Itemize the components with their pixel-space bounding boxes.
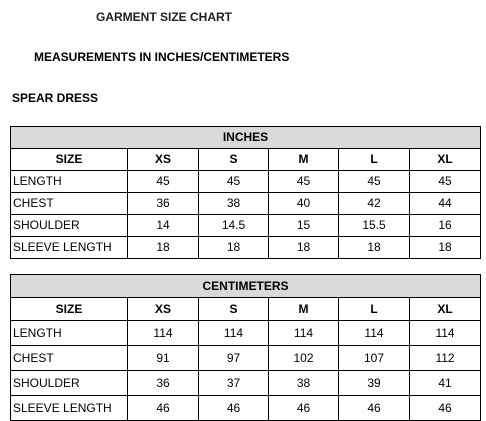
table-cell: 15 bbox=[269, 215, 339, 237]
table-cell: 46 bbox=[339, 396, 410, 421]
row-label: SHOULDER bbox=[11, 215, 128, 237]
row-label: LENGTH bbox=[11, 171, 128, 193]
table-row bbox=[11, 237, 481, 259]
column-header-l: L bbox=[339, 149, 410, 171]
table-cell: 45 bbox=[128, 171, 199, 193]
table-cell: 91 bbox=[128, 346, 199, 371]
table-cell: 45 bbox=[410, 171, 481, 193]
column-header-size: SIZE bbox=[11, 149, 128, 171]
chart-title: GARMENT SIZE CHART bbox=[96, 10, 232, 24]
table-cell: 45 bbox=[339, 171, 410, 193]
table-row bbox=[11, 396, 481, 421]
column-header-s: S bbox=[199, 298, 269, 321]
row-label: SLEEVE LENGTH bbox=[11, 396, 128, 421]
table-cell: 18 bbox=[269, 237, 339, 259]
table-cell: 114 bbox=[199, 321, 269, 346]
table-cell: 112 bbox=[410, 346, 481, 371]
product-name: SPEAR DRESS bbox=[12, 91, 99, 105]
table-cell: 40 bbox=[269, 193, 339, 215]
table-cell: 114 bbox=[339, 321, 410, 346]
centimeters-size-table bbox=[10, 274, 481, 421]
table-cell: 114 bbox=[269, 321, 339, 346]
table-row bbox=[11, 193, 481, 215]
table-cell: 18 bbox=[199, 237, 269, 259]
table-cell: 42 bbox=[339, 193, 410, 215]
column-header-xl: XL bbox=[410, 149, 481, 171]
table-cell: 36 bbox=[128, 371, 199, 396]
table-cell: 14 bbox=[128, 215, 199, 237]
column-header-xs: XS bbox=[128, 298, 199, 321]
row-label: CHEST bbox=[11, 346, 128, 371]
column-header-s: S bbox=[199, 149, 269, 171]
column-header-l: L bbox=[339, 298, 410, 321]
column-header-xs: XS bbox=[128, 149, 199, 171]
table-cell: 36 bbox=[128, 193, 199, 215]
column-header-m: M bbox=[269, 298, 339, 321]
table-unit-header: CENTIMETERS bbox=[11, 275, 481, 298]
table-cell: 45 bbox=[269, 171, 339, 193]
row-label: LENGTH bbox=[11, 321, 128, 346]
table-cell: 45 bbox=[199, 171, 269, 193]
table-cell: 114 bbox=[128, 321, 199, 346]
table-cell: 18 bbox=[339, 237, 410, 259]
column-header-m: M bbox=[269, 149, 339, 171]
table-cell: 41 bbox=[410, 371, 481, 396]
table-cell: 114 bbox=[410, 321, 481, 346]
row-label: CHEST bbox=[11, 193, 128, 215]
column-header-xl: XL bbox=[410, 298, 481, 321]
table-cell: 107 bbox=[339, 346, 410, 371]
table-cell: 44 bbox=[410, 193, 481, 215]
table-cell: 38 bbox=[199, 193, 269, 215]
table-row bbox=[11, 371, 481, 396]
table-cell: 14.5 bbox=[199, 215, 269, 237]
table-row bbox=[11, 346, 481, 371]
table-row bbox=[11, 321, 481, 346]
inches-size-table bbox=[10, 126, 481, 259]
table-cell: 39 bbox=[339, 371, 410, 396]
measurements-subtitle: MEASUREMENTS IN INCHES/CENTIMETERS bbox=[34, 50, 290, 64]
table-cell: 15.5 bbox=[339, 215, 410, 237]
table-cell: 97 bbox=[199, 346, 269, 371]
table-cell: 46 bbox=[269, 396, 339, 421]
row-label: SLEEVE LENGTH bbox=[11, 237, 128, 259]
table-cell: 37 bbox=[199, 371, 269, 396]
table-cell: 16 bbox=[410, 215, 481, 237]
row-label: SHOULDER bbox=[11, 371, 128, 396]
table-unit-header: INCHES bbox=[11, 127, 481, 149]
table-row bbox=[11, 215, 481, 237]
column-header-size: SIZE bbox=[11, 298, 128, 321]
table-cell: 102 bbox=[269, 346, 339, 371]
table-row bbox=[11, 171, 481, 193]
table-cell: 18 bbox=[128, 237, 199, 259]
table-cell: 38 bbox=[269, 371, 339, 396]
table-cell: 46 bbox=[199, 396, 269, 421]
table-cell: 18 bbox=[410, 237, 481, 259]
table-cell: 46 bbox=[128, 396, 199, 421]
table-cell: 46 bbox=[410, 396, 481, 421]
